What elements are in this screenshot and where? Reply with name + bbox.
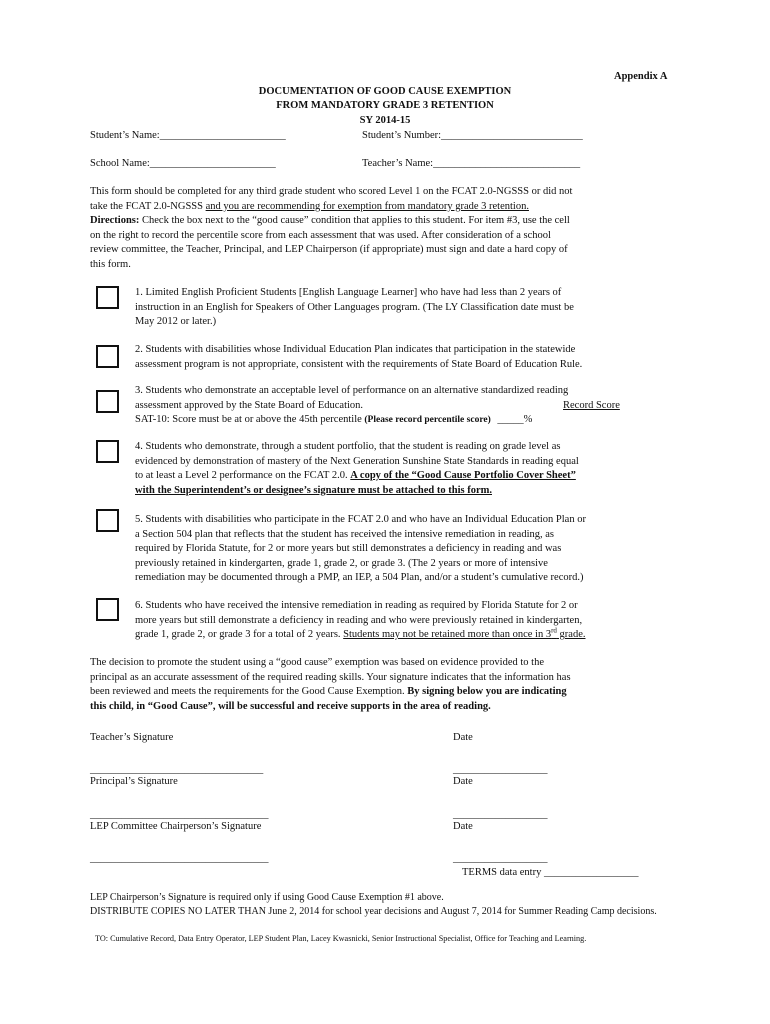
item-line: assessment program is not appropriate, consistent with the requirements of State Board of Education Rule. (135, 358, 583, 370)
item-line: instruction in an English for Speakers of Other Languages program. (The LY Classification date must be (135, 301, 574, 313)
principal-signature-line[interactable]: __________________________________ (90, 809, 269, 820)
intro-line: on the right to record the percentile score from each assessment that was used. After consideration of a school (90, 229, 551, 241)
decision-text: been reviewed and meets the requirements for the Good Cause Exemption. (90, 686, 408, 698)
teacher-signature-line[interactable]: _________________________________ (90, 764, 264, 775)
teacher-name-field[interactable]: Teacher’s Name:____________________________ (362, 158, 581, 169)
item-line: a Section 504 plan that reflects that the student has received the intensive remediation in reading, as (135, 528, 554, 540)
form-title-line1: DOCUMENTATION OF GOOD CAUSE EXEMPTION (258, 86, 512, 97)
student-number-field[interactable]: Student’s Number:___________________________ (362, 130, 583, 141)
decision-bold-text: By signing below you are indicating (407, 686, 567, 698)
item-line (135, 628, 680, 643)
directions-label: Directions: (90, 215, 140, 227)
lep-date-label: Date (453, 821, 473, 832)
intro-line: review committee, the Teacher, Principal, and LEP Chairperson (if appropriate) must sign and date a hard copy of (90, 244, 568, 256)
item1-text (135, 286, 680, 330)
item6-text (135, 599, 680, 643)
retention-limit-text (343, 626, 586, 641)
intro-line (90, 214, 690, 229)
item5-text (135, 513, 680, 586)
item2-checkbox[interactable] (96, 345, 119, 368)
intro-line: this form. (90, 258, 131, 270)
superscript: rd (551, 626, 557, 635)
record-score-label: Record Score (563, 399, 620, 411)
principal-date-line[interactable]: __________________ (453, 809, 548, 820)
item-line: 3. Students who demonstrate an acceptable level of performance on an alternative standardized reading (135, 385, 569, 396)
item-line: 4. Students who demonstrate, through a student portfolio, that the student is reading on grade level as (135, 441, 561, 452)
item-text: grade 1, grade 2, or grade 3 for a total of 2 years. (135, 629, 344, 641)
intro-line: This form should be completed for any third grade student who scored Level 1 on the FCAT 2.0-NGSSS or did not (90, 186, 573, 197)
teacher-signature-label: Teacher’s Signature (90, 732, 174, 743)
form-title-line3: SY 2014-15 (359, 115, 411, 126)
item-line: remediation may be documented through a PMP, an IEP, a 504 Plan, and/or a student’s cumulative record.) (135, 572, 584, 584)
item-line (135, 469, 680, 484)
decision-line (90, 685, 690, 700)
item-underlined-text: grade. (556, 629, 586, 641)
item1-checkbox[interactable] (96, 286, 119, 309)
item-line: evidenced by demonstration of mastery of the Next Generation Sunshine State Standards in reading equal (135, 455, 579, 467)
item-line: May 2012 or later.) (135, 316, 217, 328)
item-line: previously retained in kindergarten, grade 1, grade 2, or grade 3. (The 2 years or more of intensive (135, 557, 548, 569)
principal-signature-label: Principal’s Signature (90, 776, 178, 787)
intro-text: Check the box next to the “good cause” condition that applies to this student. For item #3, use the cell (139, 215, 570, 227)
principal-date-label: Date (453, 776, 473, 787)
item-bold-text: A copy of the “Good Cause Portfolio Cover Sheet” (350, 470, 576, 482)
lep-note: LEP Chairperson’s Signature is required only if using Good Cause Exemption #1 above. (90, 892, 444, 903)
lep-date-line[interactable]: __________________ (453, 853, 548, 864)
item-line (135, 399, 680, 414)
item2-text (135, 343, 680, 372)
item-line: 1. Limited English Proficient Students [English Language Learner] who have had less than 2 years of (135, 287, 562, 298)
distribution-list: TO: Cumulative Record, Data Entry Operator, LEP Student Plan, Lacey Kwasnicki, Senior Instructional Specialist, Office for Teaching and Learning. (95, 934, 587, 943)
item-text: SAT-10: Score must be at or above the 45th percentile (135, 414, 365, 426)
intro-paragraph (90, 185, 690, 273)
item-line: required by Florida Statute, for 2 or more years but still demonstrates a deficiency in reading and was (135, 543, 562, 555)
intro-underlined-text: and you are recommending for exemption from mandatory grade 3 retention. (205, 200, 529, 212)
terms-data-entry-field[interactable]: TERMS data entry __________________ (462, 867, 639, 878)
item4-text (135, 440, 680, 498)
lep-signature-label: LEP Committee Chairperson’s Signature (90, 821, 262, 832)
item-line: 2. Students with disabilities whose Individual Education Plan indicates that participation in the statewide (135, 344, 576, 355)
item-line: 6. Students who have received the intensive remediation in reading as required by Florida Statute for 2 or (135, 600, 578, 611)
item3-text (135, 384, 680, 428)
teacher-date-label: Date (453, 732, 473, 743)
item-line: 5. Students with disabilities who participate in the FCAT 2.0 and who have an Individual Education Plan or (135, 514, 586, 525)
item5-checkbox[interactable] (96, 509, 119, 532)
intro-text: take the FCAT 2.0-NGSSS (90, 200, 206, 212)
item3-checkbox[interactable] (96, 390, 119, 413)
decision-paragraph (90, 656, 690, 714)
item4-checkbox[interactable] (96, 440, 119, 463)
item-line: more years but still demonstrate a deficiency in reading and who were previously retained in kindergarten, (135, 614, 583, 626)
percentile-score-field[interactable]: _____% (497, 414, 533, 426)
percentile-note: (Please record percentile score) (364, 415, 491, 426)
distribute-note: DISTRIBUTE COPIES NO LATER THAN June 2, 2014 for school year decisions and August 7, 2014 for Summer Reading Camp decisions. (90, 906, 657, 917)
decision-line: The decision to promote the student using a “good cause” exemption was based on evidence provided to the (90, 657, 544, 668)
item6-checkbox[interactable] (96, 598, 119, 621)
lep-signature-line[interactable]: __________________________________ (90, 853, 269, 864)
item-text: assessment approved by the State Board of Education. (135, 399, 364, 411)
intro-line (90, 200, 690, 215)
student-name-field[interactable]: Student’s Name:________________________ (90, 130, 286, 141)
item-bold-text: with the Superintendent’s or designee’s signature must be attached to this form. (135, 484, 492, 496)
item-line (135, 413, 680, 428)
school-name-field[interactable]: School Name:________________________ (90, 158, 276, 169)
item-underlined-text: Students may not be retained more than once in 3 (343, 629, 552, 641)
teacher-date-line[interactable]: __________________ (453, 764, 548, 775)
decision-bold-text: this child, in “Good Cause”, will be successful and receive supports in the area of reading. (90, 700, 491, 712)
form-title-line2: FROM MANDATORY GRADE 3 RETENTION (276, 100, 494, 111)
decision-line: principal as an accurate assessment of the required reading skills. Your signature indicates that the information has (90, 671, 571, 683)
item-text: to at least a Level 2 performance on the FCAT 2.0. (135, 470, 351, 482)
appendix-label: Appendix A (614, 71, 668, 82)
